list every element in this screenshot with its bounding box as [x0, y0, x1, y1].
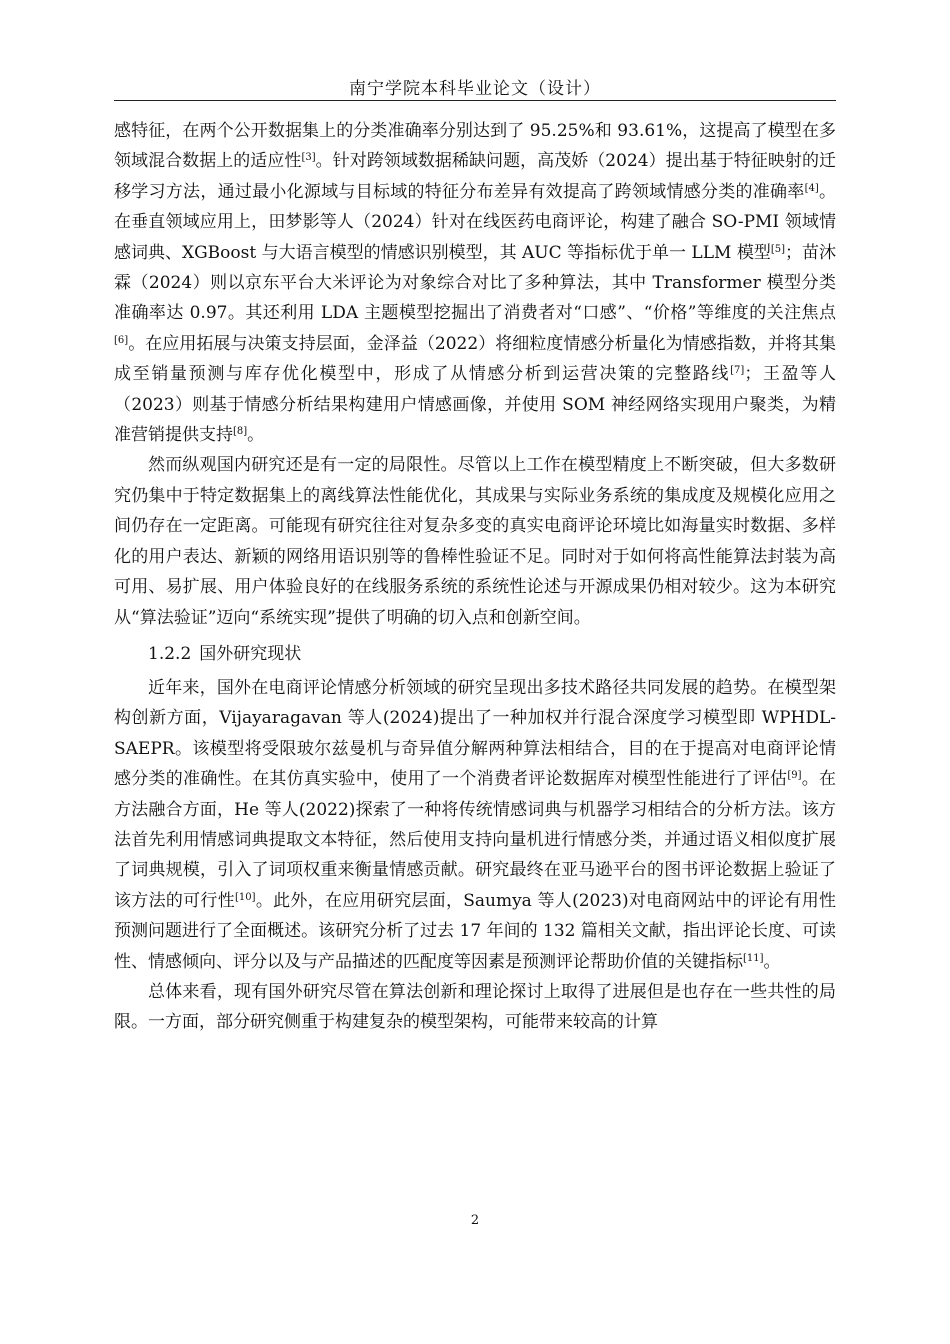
body-text: [114, 116, 836, 1038]
citation-6: [6]: [114, 334, 129, 346]
citation-10: [10]: [235, 891, 256, 903]
paragraph-1: 感特征，在两个公开数据集上的分类准确率分别达到了 95.25%和 93.61%，这提高了模型在多领域混合数据上的适应性[3]。针对跨领域数据稀缺问题，高茂娇（2024）提出基于特征映射的迁移学习方法，通过最小化源域与目标域的特征分布差异有效提高了跨领域情感分类的准确率[4]。在垂直领域应用上，田梦影等人（2024）针对在线医药电商评论，构建了融合 SO-PMI 领域情感词典、XGBoost 与大语言模型的情感识别模型，其 AUC 等指标优于单一 LLM 模型[5]；苗沐霖（2024）则以京东平台大米评论为对象综合对比了多种算法，其中 Transformer 模型分类准确率达 0.97。其还利用 LDA 主题模型挖掘出了消费者对“口感”、“价格”等维度的关注焦点[6]。在应用拓展与决策支持层面，金泽益（2022）将细粒度情感分析量化为情感指数，并将其集成至销量预测与库存优化模型中，形成了从情感分析到运营决策的完整路线[7]；王盈等人（2023）则基于情感分析结果构建用户情感画像，并使用 SOM 神经网络实现用户聚类，为精准营销提供支持[8]。: [114, 121, 837, 446]
citation-9: [9]: [787, 770, 802, 782]
citation-5: [5]: [770, 243, 785, 255]
citation-3: [3]: [301, 152, 316, 164]
section-heading: [114, 639, 836, 669]
paragraph-4: 总体来看，现有国外研究尽管在算法创新和理论探讨上取得了进展但是也存在一些共性的局限。一方面，部分研究侧重于构建复杂的模型架构，可能带来较高的计算: [114, 981, 836, 1033]
paragraph-2: 然而纵观国内研究还是有一定的局限性。尽管以上工作在模型精度上不断突破，但大多数研究仍集中于特定数据集上的离线算法性能优化，其成果与实际业务系统的集成度及规模化应用之间仍存在一定距离。可能现有研究往往对复杂多变的真实电商评论环境比如海量实时数据、多样化的用户表达、新颖的网络用语识别等的鲁棒性验证不足。同时对于如何将高性能算法封装为高可用、易扩展、用户体验良好的在线服务系统的系统性论述与开源成果仍相对较少。这为本研究从“算法验证”迈向“系统实现”提供了明确的切入点和创新空间。: [114, 455, 836, 628]
citation-4: [4]: [804, 182, 819, 194]
header-rule: [114, 100, 836, 101]
running-header: 南宁学院本科毕业论文（设计）: [349, 79, 601, 99]
citation-8: [8]: [233, 426, 248, 438]
page-number: 2: [470, 1213, 480, 1228]
citation-7: [7]: [730, 365, 745, 377]
paragraph-3: 近年来，国外在电商评论情感分析领域的研究呈现出多技术路径共同发展的趋势。在模型架构创新方面，Vijayaragavan 等人(2024)提出了一种加权并行混合深度学习模型即 WPHDL-SAEPR。该模型将受限玻尔兹曼机与奇异值分解两种算法相结合，目的在于提高对电商评论情感分类的准确性。在其仿真实验中，使用了一个消费者评论数据库对模型性能进行了评估[9]。在方法融合方面，He 等人(2022)探索了一种将传统情感词典与机器学习相结合的分析方法。该方法首先利用情感词典提取文本特征，然后使用支持向量机进行情感分类，并通过语义相似度扩展了词典规模，引入了词项权重来衡量情感贡献。研究最终在亚马逊平台的图书评论数据上验证了该方法的可行性[10]。此外，在应用研究层面，Saumya 等人(2023)对电商网站中的评论有用性预测问题进行了全面概述。该研究分析了过去 17 年间的 132 篇相关文献，指出评论长度、可读性、情感倾向、评分以及与产品描述的匹配度等因素是预测评论帮助价值的关键指标[11]。: [114, 677, 837, 972]
section-number: 1.2.2: [148, 643, 192, 664]
section-title: 国外研究现状: [199, 643, 302, 664]
citation-11: [11]: [743, 952, 764, 964]
